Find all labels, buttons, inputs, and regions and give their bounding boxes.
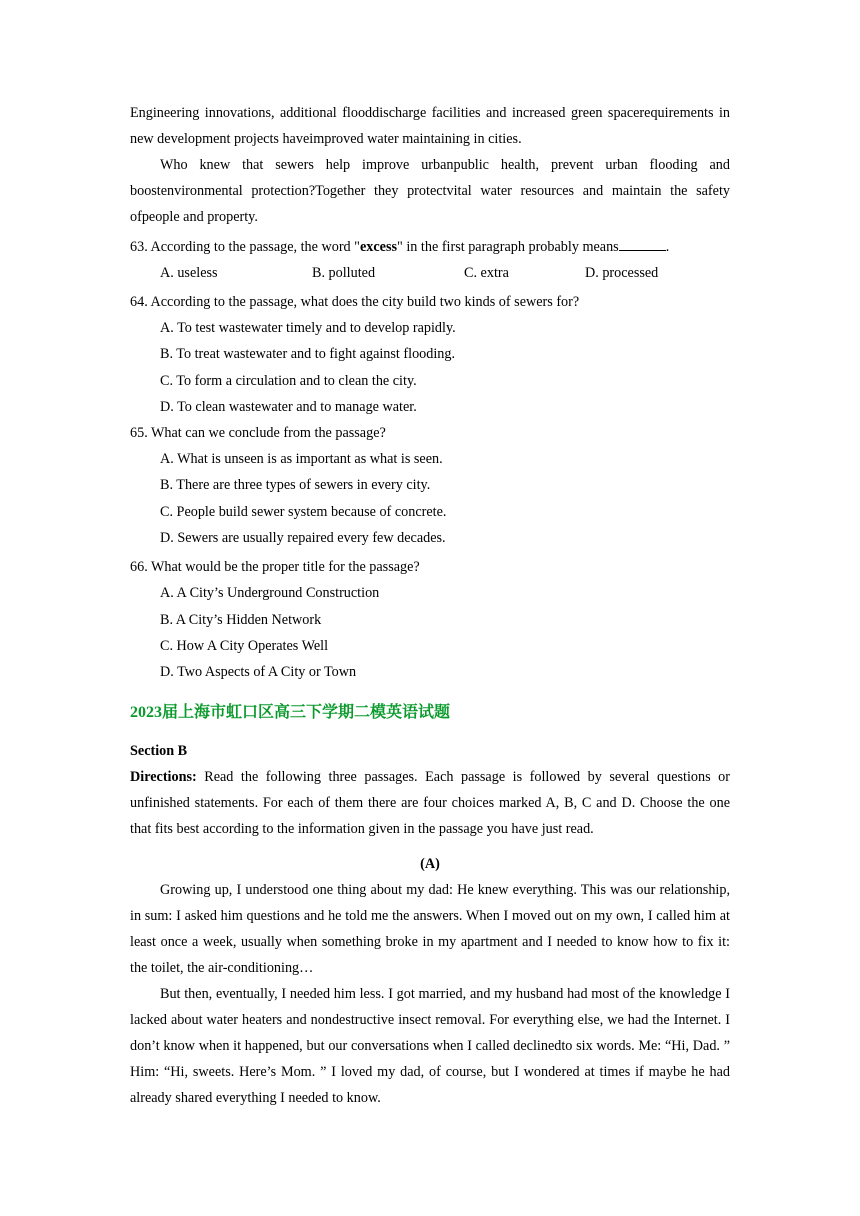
question-stem: 63. According to the passage, the word "excess" in the first paragraph probably means . [130,239,670,255]
directions [130,764,730,842]
passage-paragraph: Engineering innovations, additional flooddischarge facilities and increased green spacerequirements in new development projects haveimproved water maintaining in cities. [130,105,730,147]
option-d: D. Sewers are usually repaired every few decades. [160,530,446,547]
keyword: excess [359,239,398,255]
option-row [130,260,730,286]
option-c: C. How A City Operates Well [160,637,329,654]
directions-text: Read the following three passages. Each passage is followed by several questions or unfinished statements. For each of them there are four choices marked A, B, C and D. Choose the one that fits best according to the information given in the passage you have just read. [130,768,730,837]
option-d: D. processed [585,265,659,281]
passage-heading: (A) [420,855,440,872]
exam-title: 2023届上海市虹口区高三下学期二模英语试题 [130,701,451,721]
question-stem: 64. According to the passage, what does the city build two kinds of sewers for? [130,294,580,310]
option-c: C. To form a circulation and to clean the city. [160,372,417,389]
option-a: A. A City’s Underground Construction [160,585,380,602]
option-a: A. useless [160,265,218,281]
question-63 [130,234,730,286]
option-b: B. polluted [312,265,376,281]
option-list [130,446,730,551]
question-stem: 66. What would be the proper title for the passage? [130,559,420,576]
passage-paragraph: Who knew that sewers help improve urbanpublic health, prevent urban flooding and boostenvironmental protection?Together they protectvital water resources and maintain the safety ofpeople and property. [130,157,730,225]
section-label: Section B [130,742,188,759]
option-c: C. People build sewer system because of concrete. [160,503,447,520]
option-d: D. To clean wastewater and to manage water. [160,398,417,415]
option-a: A. What is unseen is as important as what is seen. [160,451,443,468]
option-b: B. There are three types of sewers in every city. [160,477,431,494]
option-b: B. To treat wastewater and to fight against flooding. [160,346,456,363]
passage-paragraph: But then, eventually, I needed him less. I got married, and my husband had most of the knowledge I lacked about water heaters and nondestructive insect removal. For everything else, we had the Internet. I don’t know when it happened, but our conversations when I called declinedto six words. Me: “Hi, Dad. ” Him: “Hi, sweets. Here’s Mom. ” I loved my dad, of course, but I wondered at times if maybe he had already shared everything I needed to know. [130,985,730,1106]
question-64 [130,289,730,420]
option-c: C. extra [464,265,509,281]
passage-paragraph: Growing up, I understood one thing about my dad: He knew everything. This was our relationship, in sum: I asked him questions and he told me the answers. When I moved out on my own, I called him at least once a week, usually when something broke in my apartment and I needed to know how to fix it: the toilet, the air-conditioning… [130,881,730,976]
option-d: D. Two Aspects of A City or Town [160,664,357,681]
question-66 [130,554,730,685]
option-list [130,580,730,685]
answer-blank [619,237,666,251]
question-stem: 65. What can we conclude from the passage? [130,425,386,442]
option-a: A. To test wastewater timely and to develop rapidly. [160,320,456,336]
directions-label: Directions: [130,768,197,785]
document-page [130,100,730,1111]
option-list [130,315,730,420]
question-65 [130,420,730,551]
option-b: B. A City’s Hidden Network [160,611,322,628]
